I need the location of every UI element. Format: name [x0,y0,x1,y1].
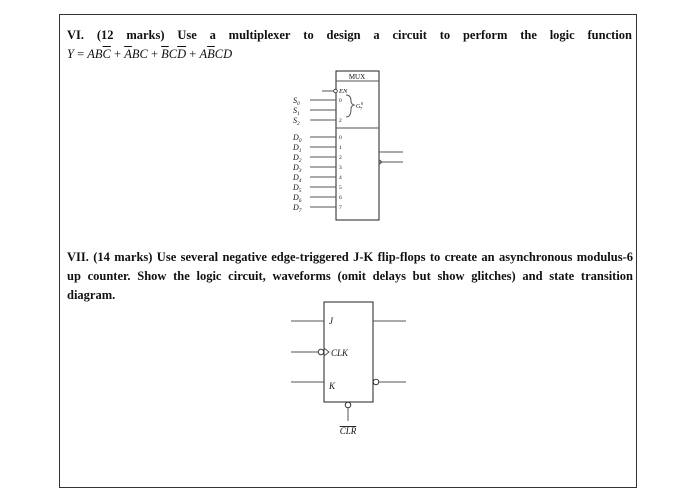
group-label-superscript: 0 [360,101,363,106]
q6-word: Use [177,28,197,42]
data-pin-number: 2 [339,155,342,161]
formula-term-1-complement: $\overline{C}$ [102,47,111,61]
formula-plus: + [110,47,125,61]
formula-term-1: AB [87,47,103,61]
data-input-label: $D_2$ [293,153,302,164]
data-input-label: $D_3$ [293,163,302,174]
clr-label: CLR [339,426,357,436]
data-pin-number: 1 [339,145,342,151]
clk-label: CLK [331,348,349,358]
formula-term-2: BC [131,47,148,61]
q6-word: (12 [96,28,114,42]
group-label-subscript: 7 [359,106,363,111]
data-pin-number: 5 [339,185,342,191]
q6-word: marks) [126,28,165,42]
select-label-text: $S_0$ [293,96,300,107]
formula-term-2-complement: $\overline{A}$ [124,47,132,61]
data-input-label: $D_0$ [293,133,302,144]
group-label-text: G [356,103,361,110]
q-bar-inversion-bubble [373,379,379,385]
select-label-text: $S_1$ [293,106,300,117]
q6-word: to [439,28,451,42]
question-sheet [59,14,637,488]
data-input-label: $D_4$ [293,173,302,184]
data-pin-number: 6 [339,195,342,201]
formula-term-4: A [199,47,208,61]
enable-label: EN [339,88,348,95]
q6-word: a [373,28,380,42]
formula-term-3: C [168,47,178,61]
select-pin-number: 0 [339,98,342,104]
q6-word: perform [462,28,508,42]
data-pin-number: 3 [339,165,342,171]
q6-word: function [587,28,632,42]
q6-word: circuit [392,28,427,42]
formula-term-4-complement: $\overline{B}$ [207,47,215,61]
data-pin-number: 0 [339,135,342,141]
q6-word: to [303,28,314,42]
mux-title: MUX [348,73,366,81]
q6-word: logic [549,28,575,42]
select-pin-number: 2 [339,118,342,124]
formula-lhs: Y [67,47,74,61]
formula-term-3-complement: $\overline{D}$ [177,47,187,61]
data-pin-number: 7 [339,205,342,211]
data-input-label: $D_7$ [293,203,302,214]
clr-inversion-bubble [345,402,351,408]
data-input-label: $D_6$ [293,193,302,204]
k-label: K [329,381,336,391]
j-label: J [329,316,333,326]
q6-word: design [326,28,361,42]
formula-term-3-complement: $\overline{B}$ [161,47,169,61]
data-pin-number: 4 [339,175,342,181]
select-label-text: $S_2$ [293,116,300,127]
formula-equals: = [73,47,88,61]
formula-term-4: CD [214,47,233,61]
question-7: VII. (14 marks) Use several negative edge-triggered J-K flip-flops to create an asynchronous modulus-6 up counter. Show the logic circuit, waveforms (omit delays but show glitches) and state transition diagram. [67,250,633,302]
q6-word: the [520,28,537,42]
formula-plus: + [147,47,162,61]
q6-word: VI. [67,28,85,42]
jk-flip-flop-diagram [60,15,638,489]
clk-inversion-bubble [318,349,324,355]
q6-word: a [209,28,216,42]
data-input-label: $D_1$ [293,143,302,154]
data-input-label: $D_5$ [293,183,302,194]
formula-plus: + [186,47,200,61]
q6-word: multiplexer [228,28,291,42]
